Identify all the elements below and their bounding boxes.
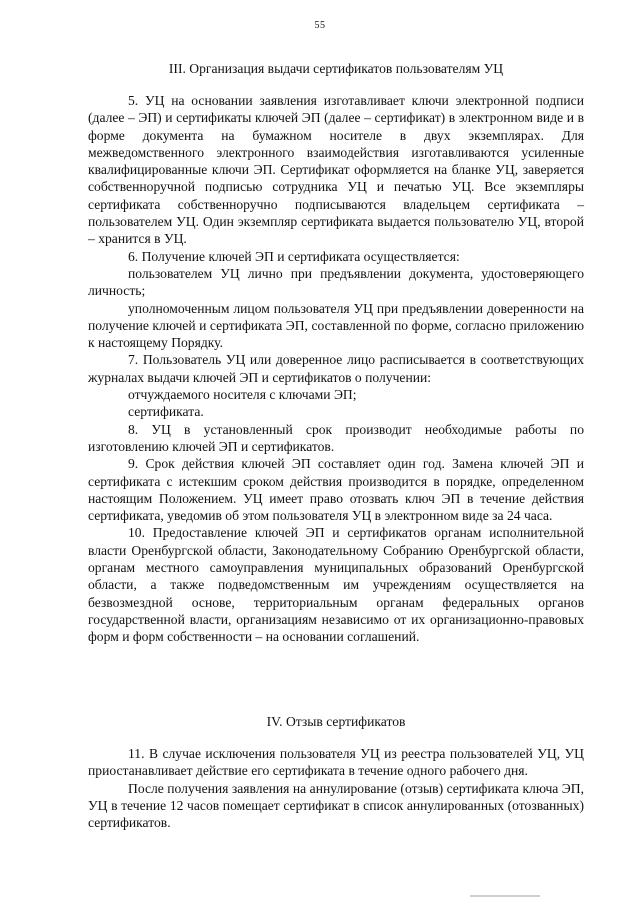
scan-mark	[470, 895, 540, 897]
section-3-body	[88, 92, 584, 646]
paragraph-6-option-personal: пользователем УЦ лично при предъявлении документа, удостоверяющего личность;	[88, 265, 584, 299]
paragraph-7: 7. Пользователь УЦ или доверенное лицо расписывается в соответствующих журналах выдачи ключей ЭП и сертификатов о получении:	[88, 352, 584, 385]
paragraph-11: 11. В случае исключения пользователя УЦ из реестра пользователей УЦ, УЦ приостанавливает действие его сертификата в течение одного рабочего дня.	[88, 746, 584, 779]
paragraph-7-item-certificate: сертификата.	[128, 404, 204, 420]
paragraph-7-item-media: отчуждаемого носителя с ключами ЭП;	[128, 387, 357, 403]
page-number: 55	[314, 20, 326, 31]
paragraph-10: 10. Предоставление ключей ЭП и сертификатов органам исполнительной власти Оренбургской области, Законодательному Собранию Оренбургской области, органам местного самоуправления муниципальных образований Оренбургской области, а также подведомственным им учреждениям осуществляется на безвозмездной основе, территориальным органам федеральных органов государственной власти, организациям независимо от их организационно-правовых форм и форм собственности – на основании соглашений.	[88, 525, 584, 645]
section-3-title: III. Организация выдачи сертификатов пользователям УЦ	[168, 61, 504, 76]
paragraph-11-continuation: После получения заявления на аннулирование (отзыв) сертификата ключа ЭП, УЦ в течение 12 часов помещает сертификат в список аннулированных (отозванных) сертификатов.	[88, 780, 584, 831]
paragraph-8: 8. УЦ в установленный срок производит необходимые работы по изготовлению ключей ЭП и сертификатов.	[88, 421, 584, 454]
paragraph-6: 6. Получение ключей ЭП и сертификата осуществляется:	[128, 248, 460, 264]
section-4-body	[88, 745, 584, 831]
paragraph-6-option-proxy: уполномоченным лицом пользователя УЦ при предъявлении доверенности на получение ключей и сертификата ЭП, составленной по форме, согласно приложению к настоящему Порядку.	[88, 300, 584, 351]
paragraph-9: 9. Срок действия ключей ЭП составляет один год. Замена ключей ЭП и сертификата с истекшим сроком действия производится в порядке, определенном настоящим Положением. УЦ имеет право отозвать ключ ЭП в течение действия сертификата, уведомив об этом пользователя УЦ в электронном виде за 24 часа.	[88, 456, 584, 524]
section-4-title: IV. Отзыв сертификатов	[266, 714, 406, 729]
paragraph-5: 5. УЦ на основании заявления изготавливает ключи электронной подписи (далее – ЭП) и сертификаты ключей ЭП (далее – сертификат) в электронном виде и в форме документа на бумажном носителе в двух экземплярах. Для межведомственного электронного взаимодействия изготавливаются усиленные квалифицированные ключи ЭП. Сертификат оформляется на бланке УЦ, заверяется собственноручной подписью сотрудника УЦ и печатью УЦ. Все экземпляры сертификата собственноручно подписываются владельцем сертификата – пользователем УЦ. Один экземпляр сертификата выдается пользователю УЦ, второй – хранится в УЦ.	[88, 93, 584, 247]
